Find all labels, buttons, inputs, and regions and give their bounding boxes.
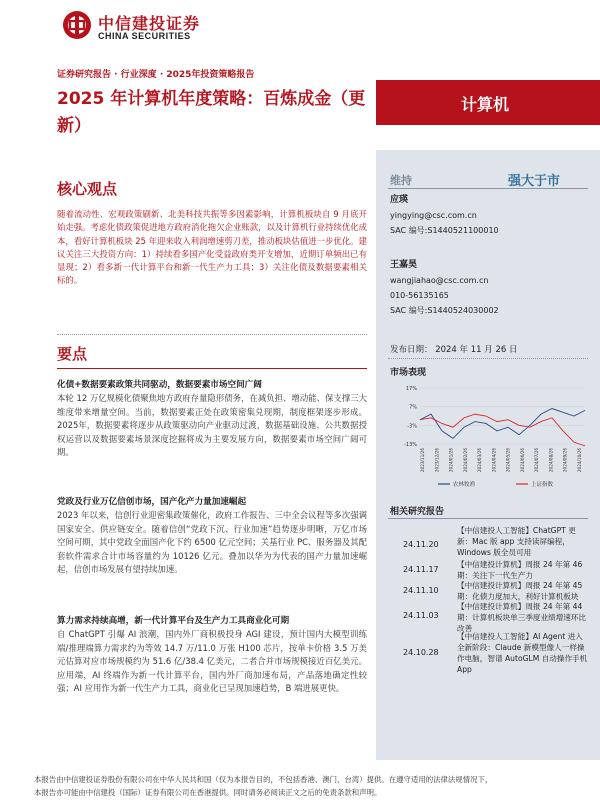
divider (57, 334, 367, 335)
chart-x-tick-label: 2023/11/26 (420, 448, 425, 473)
chart-y-tick-label: 17% (405, 386, 417, 392)
market-performance-heading: 市场表现 (390, 368, 427, 378)
section-text: 自 ChatGPT 引爆 AI 浪潮，国内外厂商积极投身 AGI 建设，预计国内大模型训练端/推理端算力需求约为等效 14.7 万/11.0 万张 H100 芯片，按单卡价格 3.5 万美元估算对应市场规模约为 51.6 亿/38.4 亿美元，二者合并市场规模接近百亿美元。应用端，AI 终端作为新一代计算平台，国内外厂商加速布局，产品落地确定性较强；AI 应用作为新一代生产力工具，商业化已呈现加速趋势，B 端进展更快。 (57, 629, 367, 694)
chart-x-tick-label: 2024/09/26 (562, 448, 568, 473)
analyst-name: 应瑛 (390, 195, 409, 205)
market-performance-chart (390, 380, 590, 490)
section-text: 2023 年以来，信创行业迎密集政策催化，政府工作报告、三中全会议程等多次强调国家安全、供应链安全。随着信创“党政下沉、行业加速”趋势逐步明晰，万亿市场空间可期，其中党政全面国产化下约 6500 亿元空间；关基行业 PC、服务器及其配套软件需求合计市场容量约为 10126 亿元。叠加以华为为代表的国产力量加速崛起，信创市场发展有望持续加速。 (57, 510, 367, 575)
disclaimer-footer (34, 773, 594, 799)
chart-y-tick-label: -3% (407, 423, 417, 430)
related-date: 24.11.10 (403, 586, 439, 595)
chart-x-tick-label: 2023/12/26 (434, 448, 440, 473)
chart-x-tick-label: 2024/10/26 (577, 448, 582, 473)
analyst-email: wangjiahao@csc.com.cn (390, 276, 489, 285)
divider (388, 188, 588, 189)
chart-series-line (420, 409, 585, 439)
rating-value: 强大于市 (508, 174, 561, 189)
analyst-phone: 010-56135165 (390, 291, 449, 300)
analyst-email: yingying@csc.com.cn (390, 211, 477, 220)
key-points-heading: 要点 (57, 345, 88, 363)
logo-english-name: CHINA SECURITIES (98, 31, 191, 41)
disclaimer-line: 本报告亦可能由中信建投（国际）证券有限公司在香港提供。同时请务必阅读正文之后的免责条款和声明。 (34, 788, 382, 797)
chart-x-tick-label: 2024/06/26 (519, 448, 525, 473)
analyst-sac: SAC 编号:S1440524030002 (390, 306, 499, 315)
analyst-sac: SAC 编号:S1440521100010 (390, 226, 499, 235)
section-heading: 党政及行业万亿信创市场，国产化产力量加速崛起 (57, 497, 247, 507)
divider (388, 358, 588, 359)
related-report-link[interactable]: 【中信建投计算机】周报 24 年第 45 期：化债力度加大，利好计算机板块 (457, 581, 583, 601)
related-date: 24.11.03 (403, 611, 439, 620)
divider (388, 518, 588, 519)
chart-x-tick-label: 2024/01/26 (448, 448, 454, 473)
chart-x-tick-label: 2024/07/26 (534, 448, 540, 473)
section-heading: 算力需求持续高增，新一代计算平台及生产力工具商业化可期 (57, 616, 290, 626)
company-logo-icon (62, 10, 92, 40)
related-date: 24.11.20 (403, 540, 439, 549)
related-report-link[interactable]: 【中信建投人工智能】ChatGPT 更新：Mac 版 app 支持读屏编程，Windows 版全员可用 (457, 526, 576, 557)
related-report-link[interactable]: 【中信建投计算机】周报 24 年第 46 期：关注下一代生产力 (457, 560, 583, 580)
logo-chinese-name: 中信建投证券 (98, 14, 201, 33)
chart-series-line (420, 414, 585, 446)
chart-y-tick-label: 7% (409, 404, 417, 411)
core-heading: 核心观点 (57, 180, 118, 198)
analyst-block (390, 193, 499, 238)
chart-y-tick-label: -13% (404, 442, 417, 448)
chart-x-tick-label: 2024/03/26 (477, 448, 483, 473)
analyst-block (390, 258, 499, 318)
chart-legend-label: 农林牧渔 (453, 482, 476, 488)
related-date: 24.11.17 (403, 565, 439, 574)
core-text: 随着流动性、宏观政策刷新、北美科技共振等多因素影响，计算机板块自 9 月底开始走强。考虑化债政策促进地方政府消化拖欠企业账款，以及计算机行业持续优化成本，看好计算机板块 25 年迎来收入利润增速剪刀差，推动板块估值进一步优化。建议关注三大投资方向：1）持续看多国产化受益政府类开支增加，近期订单频出已有显现；2）看多新一代计算平台和新一代生产力工具；3）关注化债及数据要素相关标的。 (57, 209, 367, 286)
chart-x-tick-label: 2024/05/26 (505, 448, 511, 473)
publish-date: 发布日期： 2024 年 11 月 26 日 (390, 345, 518, 355)
rating-action: 维持 (390, 174, 412, 187)
divider (57, 368, 367, 369)
industry-label: 计算机 (461, 95, 510, 114)
chart-x-tick-label: 2024/08/26 (548, 448, 554, 473)
chart-legend-label: 上证指数 (531, 482, 554, 488)
industry-banner (376, 80, 600, 125)
related-report-link[interactable]: 【中信建投人工智能】AI Agent 进入全新阶段：Claude 新模型像人一样操作电脑，智谱 AutoGLM 自动操作手机 App (457, 632, 588, 674)
analyst-name: 王嘉昊 (390, 260, 418, 270)
section-heading: 化债+数据要素政策共同驱动，数据要素市场空间广阔 (57, 380, 262, 390)
report-series: 证券研究报告 · 行业深度 · 2025年投资策略报告 (57, 70, 255, 80)
page-title: 2025 年计算机年度策略：百炼成金（更新） (57, 89, 366, 136)
disclaimer-line: 本报告由中信建投证券股份有限公司在中华人民共和国（仅为本报告目的，不包括香港、澳门、台湾）提供。在遵守适用的法律法规情况下， (34, 775, 493, 784)
chart-x-tick-label: 2024/02/26 (462, 448, 468, 473)
chart-x-tick-label: 2024/04/26 (491, 448, 497, 473)
related-date: 24.10.28 (403, 648, 439, 657)
section-text: 本轮 12 万亿规模化债聚焦地方政府存量隐形债务，在减负担、增动能、保支撑三大维度带来增量空间。当前，数据要素正处在政策密集兑现期，制度框架逐步形成。2025年，数据要素将逐步从政策驱动向产业驱动过渡，数据基础设施、公共数据授权运营以及数据要素场景深度挖掘将成为主要发展方向，数据要素市场空间广阔可期。 (57, 393, 367, 458)
related-research-heading: 相关研究报告 (390, 507, 445, 517)
related-report-link[interactable]: 【中信建投计算机】周报 24 年第 44 期：计算机板块单三季度业绩增速环比改善 (457, 602, 587, 633)
